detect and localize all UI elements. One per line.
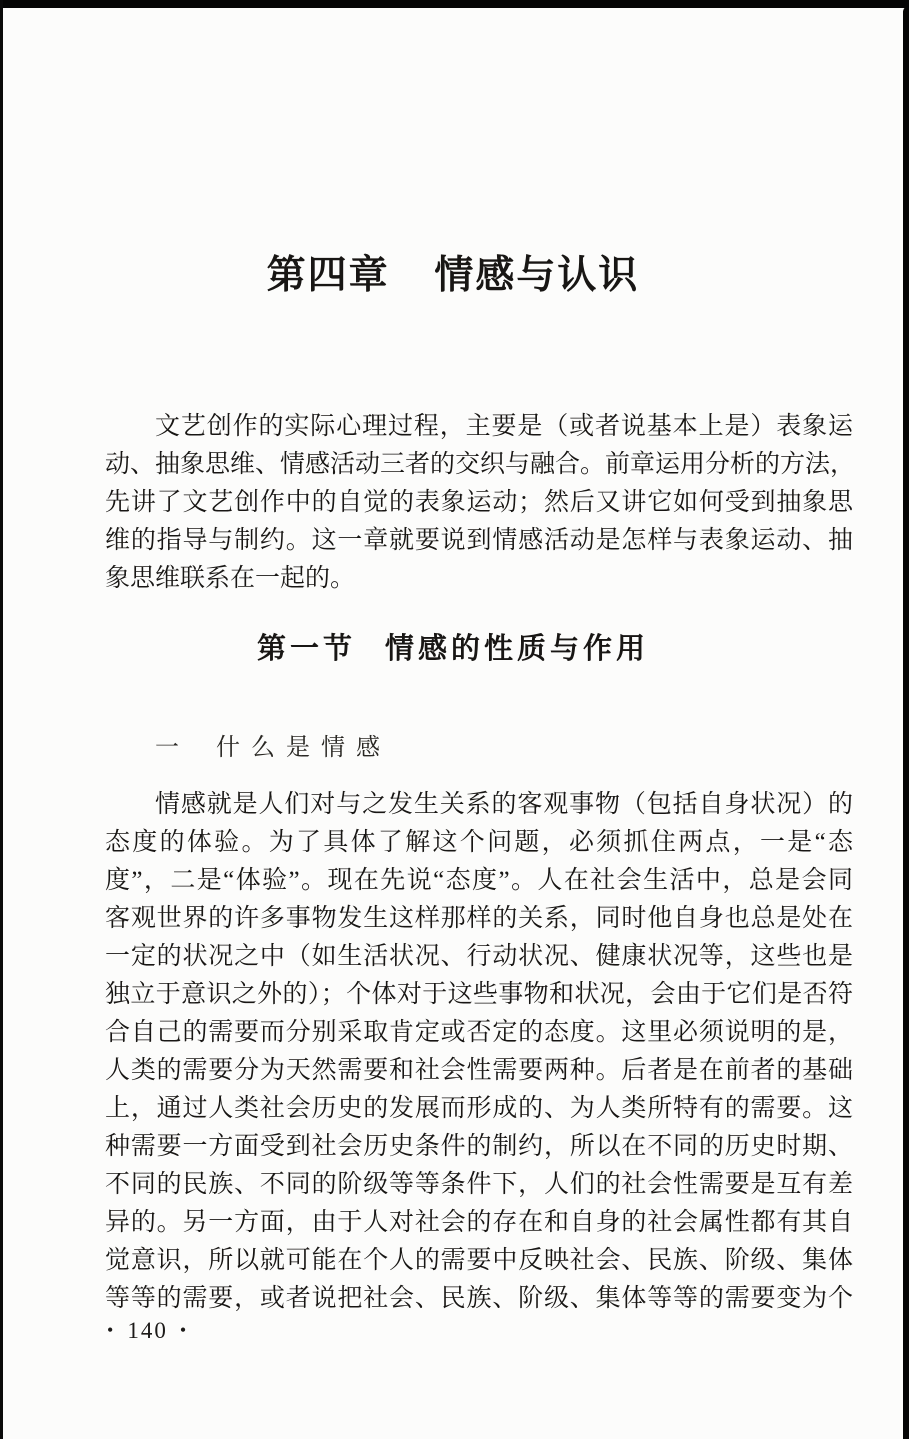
subsection-heading	[155, 727, 391, 762]
scan-edge-left	[0, 0, 3, 1439]
text-line: 文艺创作的实际心理过程，主要是（或者说基本上是）表象运	[155, 413, 853, 440]
text-line: 态度的体验。为了具体了解这个问题，必须抓住两点，一是“态	[105, 829, 853, 856]
page-number-value: 140	[127, 1318, 168, 1343]
scan-edge-right	[903, 6, 909, 1439]
text-line: 合自己的需要而分别采取肯定或否定的态度。这里必须说明的是，	[105, 1019, 853, 1046]
subsection-title: 什么是情感	[216, 735, 391, 761]
text-line: 独立于意识之外的）；个体对于这些事物和状况，会由于它们是否符	[105, 981, 853, 1008]
text-line: 觉意识，所以就可能在个人的需要中反映社会、民族、阶级、集体	[105, 1247, 853, 1274]
chapter-label: 第四章	[266, 254, 390, 297]
text-line: 人类的需要分为天然需要和社会性需要两种。后者是在前者的基础	[105, 1057, 853, 1084]
footer-bullet-right: •	[179, 1320, 189, 1340]
text-line: 维的指导与制约。这一章就要说到情感活动是怎样与表象运动、抽	[105, 527, 853, 554]
chapter-title: 情感与认识	[434, 254, 640, 297]
chapter-heading	[3, 244, 903, 300]
text-line: 客观世界的许多事物发生这样那样的关系，同时他自身也总是处在	[105, 905, 853, 932]
text-line: 异的。另一方面，由于人对社会的存在和自身的社会属性都有其自	[105, 1209, 853, 1236]
text-line: 种需要一方面受到社会历史条件的制约，所以在不同的历史时期、	[105, 1133, 853, 1160]
text-line: 不同的民族、不同的阶级等等条件下，人们的社会性需要是互有差	[105, 1171, 853, 1198]
text-line: 先讲了文艺创作中的自觉的表象运动；然后又讲它如何受到抽象思	[105, 489, 853, 516]
intro-paragraph	[105, 408, 856, 598]
text-line: 一定的状况之中（如生活状况、行动状况、健康状况等，这些也是	[105, 943, 853, 970]
text-line: 情感就是人们对与之发生关系的客观事物（包括自身状况）的	[155, 791, 853, 818]
scan-edge-top	[0, 0, 909, 8]
section-title: 情感的性质与作用	[385, 633, 650, 665]
text-line: 等等的需要，或者说把社会、民族、阶级、集体等等的需要变为个	[105, 1285, 853, 1312]
footer-bullet-left: •	[107, 1320, 116, 1340]
section-heading	[3, 626, 903, 667]
text-line: 度”，二是“体验”。现在先说“态度”。人在社会生活中，总是会同	[105, 867, 853, 894]
text-line: 动、抽象思维、情感活动三者的交织与融合。前章运用分析的方法，	[105, 451, 856, 478]
text-line: 象思维联系在一起的。	[105, 565, 356, 592]
subsection-label: 一	[155, 735, 190, 761]
body-paragraph	[105, 786, 853, 1318]
section-label: 第一节	[256, 633, 356, 665]
text-line: 上，通过人类社会历史的发展而形成的、为人类所特有的需要。这	[105, 1095, 853, 1122]
page-number	[107, 1318, 188, 1344]
